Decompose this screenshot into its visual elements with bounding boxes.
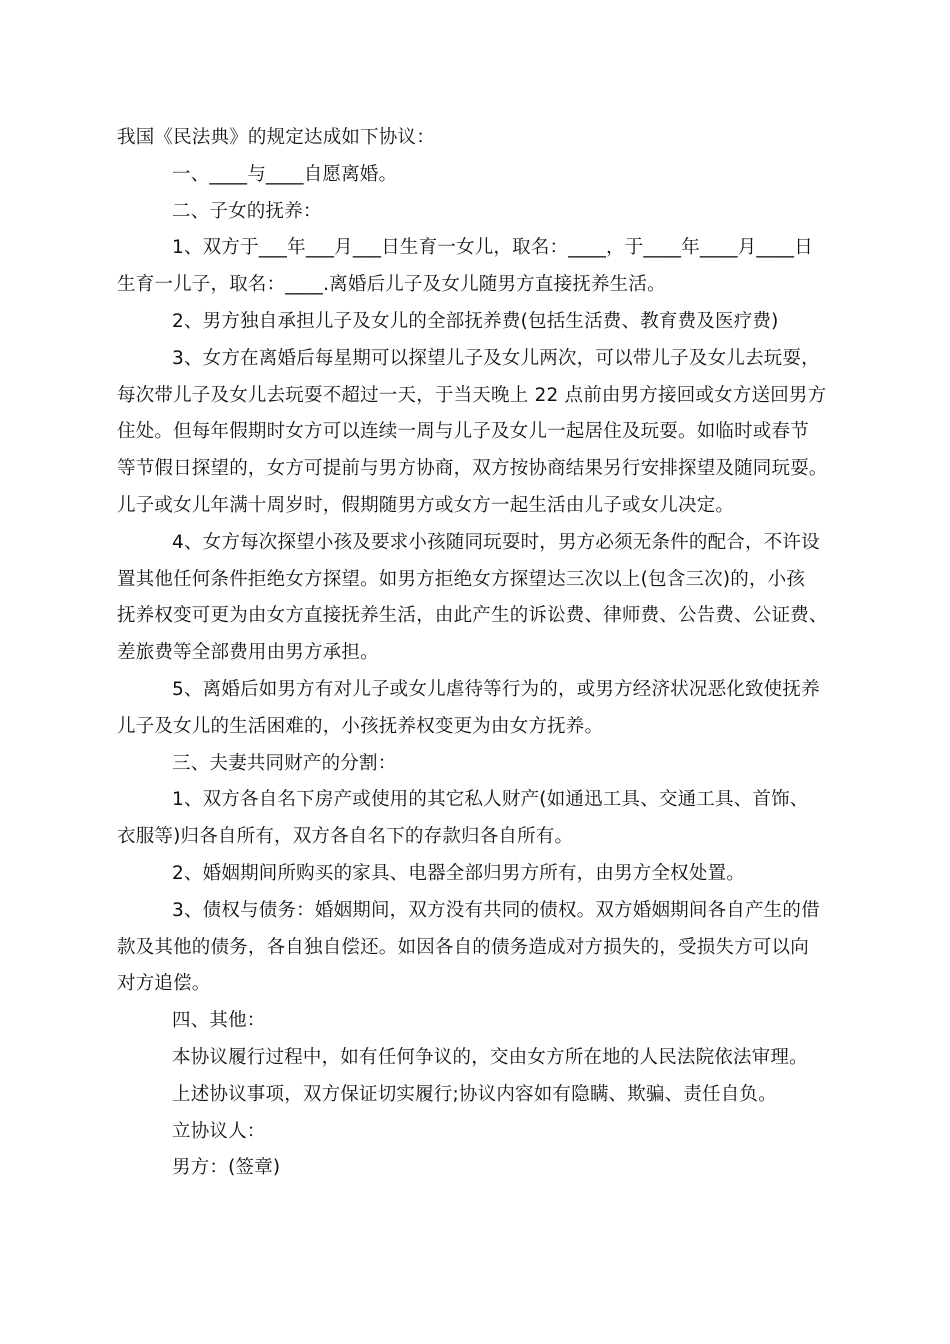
text-line: 抚养权变可更为由女方直接抚养生活，由此产生的诉讼费、律师费、公告费、公证费、 <box>117 605 828 627</box>
text-line: 衣服等)归各自所有，双方各自名下的存款归各自所有。 <box>117 826 574 848</box>
text-line: 款及其他的债务，各自独自偿还。如因各自的债务造成对方损失的，受损失方可以向 <box>117 936 809 958</box>
text-line: 3、债权与债务：婚姻期间，双方没有共同的债权。双方婚姻期间各自产生的借 <box>172 899 820 921</box>
text-line: 儿子及女儿的生活困难的，小孩抚养权变更为由女方抚养。 <box>117 715 604 737</box>
text-line: 立协议人： <box>172 1120 266 1142</box>
text-line: 差旅费等全部费用由男方承担。 <box>117 642 379 664</box>
text-line: 男方：(签章) <box>172 1157 281 1179</box>
text-line: 三、夫妻共同财产的分割： <box>172 752 397 774</box>
text-line: 置其他任何条件拒绝女方探望。如男方拒绝女方探望达三次以上(包含三次)的，小孩 <box>117 568 806 590</box>
document-body <box>117 120 847 1187</box>
text-line: 生育一儿子，取名：____.离婚后儿子及女儿随男方直接抚养生活。 <box>117 274 666 296</box>
text-line: 5、离婚后如男方有对儿子或女儿虐待等行为的，或男方经济状况恶化致使抚养 <box>172 678 820 700</box>
text-line: 1、双方于___年___月___日生育一女儿，取名：____，于____年____月____日 <box>172 237 813 259</box>
text-line: 儿子或女儿年满十周岁时，假期随男方或女方一起生活由儿子或女儿决定。 <box>117 494 735 516</box>
text-line: 上述协议事项，双方保证切实履行;协议内容如有隐瞒、欺骗、责任自负。 <box>172 1083 777 1105</box>
text-line: 我国《民法典》的规定达成如下协议： <box>117 127 435 148</box>
text-line: 一、____与____自愿离婚。 <box>172 163 398 185</box>
text-line: 2、婚姻期间所购买的家具、电器全部归男方所有，由男方全权处置。 <box>172 862 745 884</box>
text-line: 对方追偿。 <box>117 973 211 995</box>
text-line: 1、双方各自名下房产或使用的其它私人财产(如通迅工具、交通工具、首饰、 <box>172 789 809 811</box>
text-line: 每次带儿子及女儿去玩耍不超过一天，于当天晚上 22 点前由男方接回或女方送回男方 <box>117 384 827 406</box>
text-line: 2、男方独自承担儿子及女儿的全部抚养费(包括生活费、教育费及医疗费) <box>172 310 779 332</box>
text-line: 四、其他： <box>172 1010 266 1032</box>
text-line: 等节假日探望的，女方可提前与男方协商，双方按协商结果另行安排探望及随同玩耍。 <box>117 458 828 480</box>
text-line: 4、女方每次探望小孩及要求小孩随同玩耍时，男方必须无条件的配合，不许设 <box>172 531 820 553</box>
text-line: 二、子女的抚养： <box>172 200 322 222</box>
text-line: 住处。但每年假期时女方可以连续一周与儿子及女儿一起居住及玩耍。如临时或春节 <box>117 421 809 443</box>
text-line: 本协议履行过程中，如有任何争议的，交由女方所在地的人民法院依法审理。 <box>172 1046 808 1068</box>
text-line: 3、女方在离婚后每星期可以探望儿子及女儿两次，可以带儿子及女儿去玩耍， <box>172 347 820 369</box>
